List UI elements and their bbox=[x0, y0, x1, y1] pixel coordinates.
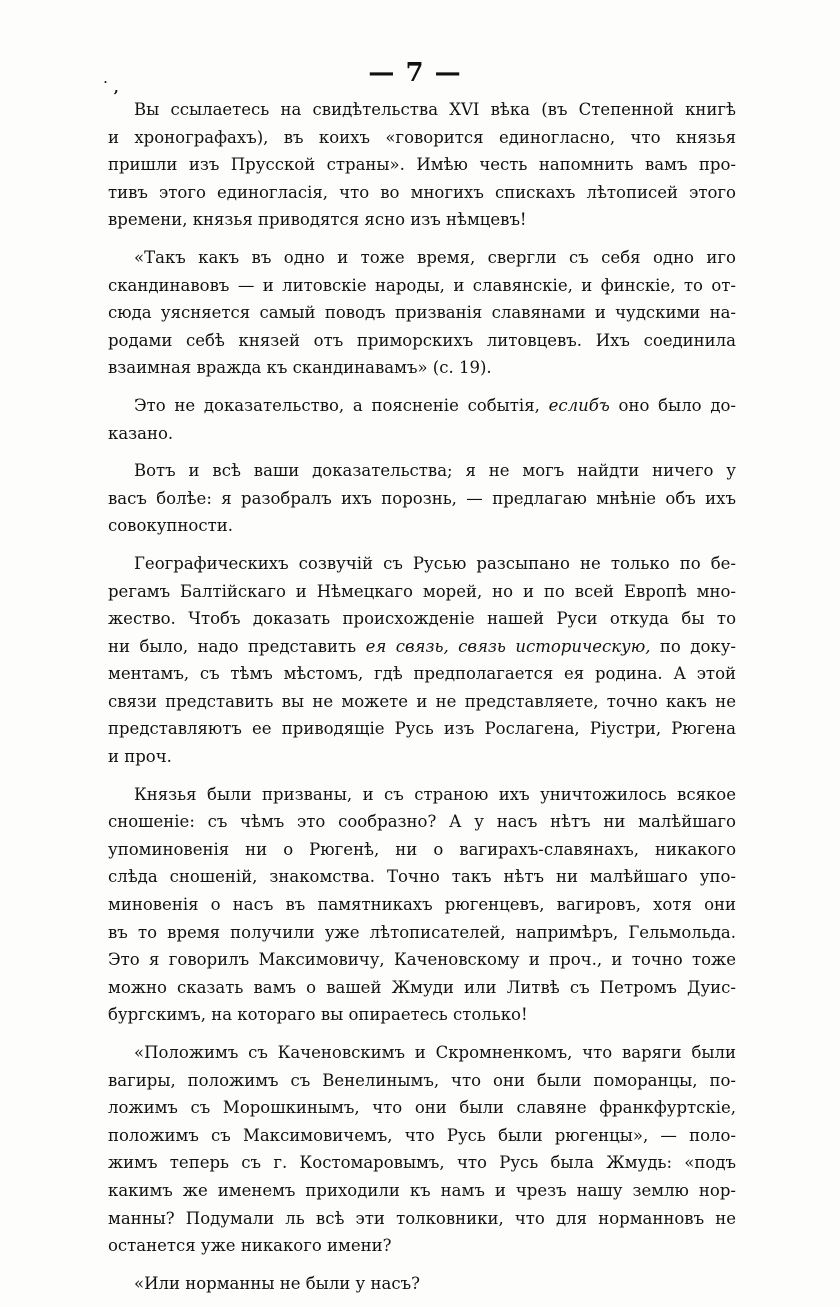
text-line: жимъ теперь съ г. Костомаровымъ, что Русь была Жмудь: «подъ bbox=[108, 1153, 736, 1173]
body-text bbox=[108, 96, 736, 1307]
text-line: бургскимъ, на котораго вы опираетесь столько! bbox=[108, 1005, 528, 1025]
text-line: ложимъ съ Морошкинымъ, что они были славяне франкфуртскіе, bbox=[108, 1098, 736, 1118]
text-line: «Такъ какъ въ одно и тоже время, свергли съ себя одно иго bbox=[134, 247, 736, 267]
text-line: останется уже никакого имени? bbox=[108, 1236, 392, 1256]
emphasis: ея связь, связь историческую, bbox=[365, 636, 651, 656]
paragraph-5 bbox=[108, 550, 736, 771]
text-line: положимъ съ Максимовичемъ, что Русь были рюгенцы», — поло- bbox=[108, 1125, 736, 1145]
text-line: Это я говорилъ Максимовичу, Каченовскому и проч., и точно тоже bbox=[108, 950, 736, 970]
text-line: времени, князья приводятся ясно изъ нѣмцевъ! bbox=[108, 210, 527, 230]
text-line: родами себѣ князей отъ приморскихъ литовцевъ. Ихъ соединила bbox=[108, 330, 736, 350]
text-line: связи представить вы не можете и не представляете, точно какъ не bbox=[108, 691, 736, 711]
paragraph-8 bbox=[108, 1270, 736, 1298]
page-number: — 7 — bbox=[368, 58, 462, 88]
text-line: Князья были призваны, и съ страною ихъ уничтожилось всякое bbox=[134, 784, 736, 804]
text-line: можно сказать вамъ о вашей Жмуди или Литвѣ съ Петромъ Дуис- bbox=[108, 977, 736, 997]
text-line: и проч. bbox=[108, 747, 172, 767]
print-speck: ˙ , bbox=[102, 80, 119, 96]
text-line: тивъ этого единогласія, что во многихъ спискахъ лѣтописей этого bbox=[108, 182, 736, 202]
text-line: миновенія о насъ въ памятникахъ рюгенцевъ, вагировъ, хотя они bbox=[108, 895, 736, 915]
text-run: Это не доказательство, а поясненіе событія, bbox=[134, 395, 549, 415]
paragraph-1 bbox=[108, 96, 736, 234]
text-line: представляютъ ее приводящіе Русь изъ Рослагена, Ріустри, Рюгена bbox=[108, 719, 736, 739]
paragraph-6 bbox=[108, 781, 736, 1029]
text-line: пришли изъ Прусской страны». Имѣю честь напомнить вамъ про- bbox=[108, 155, 736, 175]
text-line: казано. bbox=[108, 423, 174, 443]
text-line: упоминовенія ни о Рюгенѣ, ни о вагирахъ-славянахъ, никакого bbox=[108, 839, 736, 859]
paragraph-7 bbox=[108, 1039, 736, 1260]
text-line: вагиры, положимъ съ Венелинымъ, что они были поморанцы, по- bbox=[108, 1070, 736, 1090]
text-run: оно было до- bbox=[609, 395, 736, 415]
text-line: Вы ссылаетесь на свидѣтельства XVI вѣка (въ Степенной книгѣ bbox=[134, 100, 736, 119]
text-line: манны? Подумали ль всѣ эти толковники, что для норманновъ не bbox=[108, 1208, 736, 1228]
text-line: слѣда сношеній, знакомства. Точно такъ нѣтъ ни малѣйшаго упо- bbox=[108, 867, 736, 887]
text-run: по доку- bbox=[650, 636, 736, 656]
paragraph-4 bbox=[108, 457, 736, 540]
paragraph-3 bbox=[108, 392, 736, 447]
text-line: «Положимъ съ Каченовскимъ и Скромненкомъ, что варяги были bbox=[134, 1043, 736, 1062]
text-line: регамъ Балтійскаго и Нѣмецкаго морей, но и по всей Европѣ мно- bbox=[108, 581, 736, 601]
text-line: васъ болѣе: я разобралъ ихъ порознь, — предлагаю мнѣніе объ ихъ bbox=[108, 488, 736, 508]
text-line: Вотъ и всѣ ваши доказательства; я не могъ найдти ничего у bbox=[134, 461, 736, 481]
text-line: жество. Чтобъ доказать происхожденіе нашей Руси откуда бы то bbox=[108, 609, 736, 629]
text-line: и хронографахъ), въ коихъ «говорится единогласно, что князья bbox=[108, 127, 736, 147]
text-line bbox=[108, 633, 736, 661]
text-line: какимъ же именемъ приходили къ намъ и чрезъ нашу землю нор- bbox=[108, 1180, 736, 1200]
text-line: скандинавовъ — и литовскіе народы, и славянскіе, и финскіе, то от- bbox=[108, 275, 736, 295]
text-line: взаимная вражда къ скандинавамъ» (с. 19). bbox=[108, 358, 492, 378]
paragraph-2 bbox=[108, 244, 736, 382]
text-line: въ то время получили уже лѣтописателей, напримѣръ, Гельмольда. bbox=[108, 922, 736, 942]
text-line bbox=[108, 392, 736, 420]
text-line: ментамъ, съ тѣмъ мѣстомъ, гдѣ предполагается ея родина. А этой bbox=[108, 664, 736, 684]
text-line: совокупности. bbox=[108, 516, 233, 536]
text-line: «Или норманны не были у насъ? bbox=[134, 1273, 420, 1293]
text-run: ни было, надо представить bbox=[108, 636, 366, 656]
emphasis: еслибъ bbox=[548, 395, 610, 415]
text-line: Географическихъ созвучій съ Русью разсыпано не только по бе- bbox=[134, 553, 736, 573]
text-line: сюда уясняется самый поводъ призванія славянами и чудскими на- bbox=[108, 303, 736, 323]
text-line: сношеніе: съ чѣмъ это сообразно? А у насъ нѣтъ ни малѣйшаго bbox=[108, 812, 736, 832]
